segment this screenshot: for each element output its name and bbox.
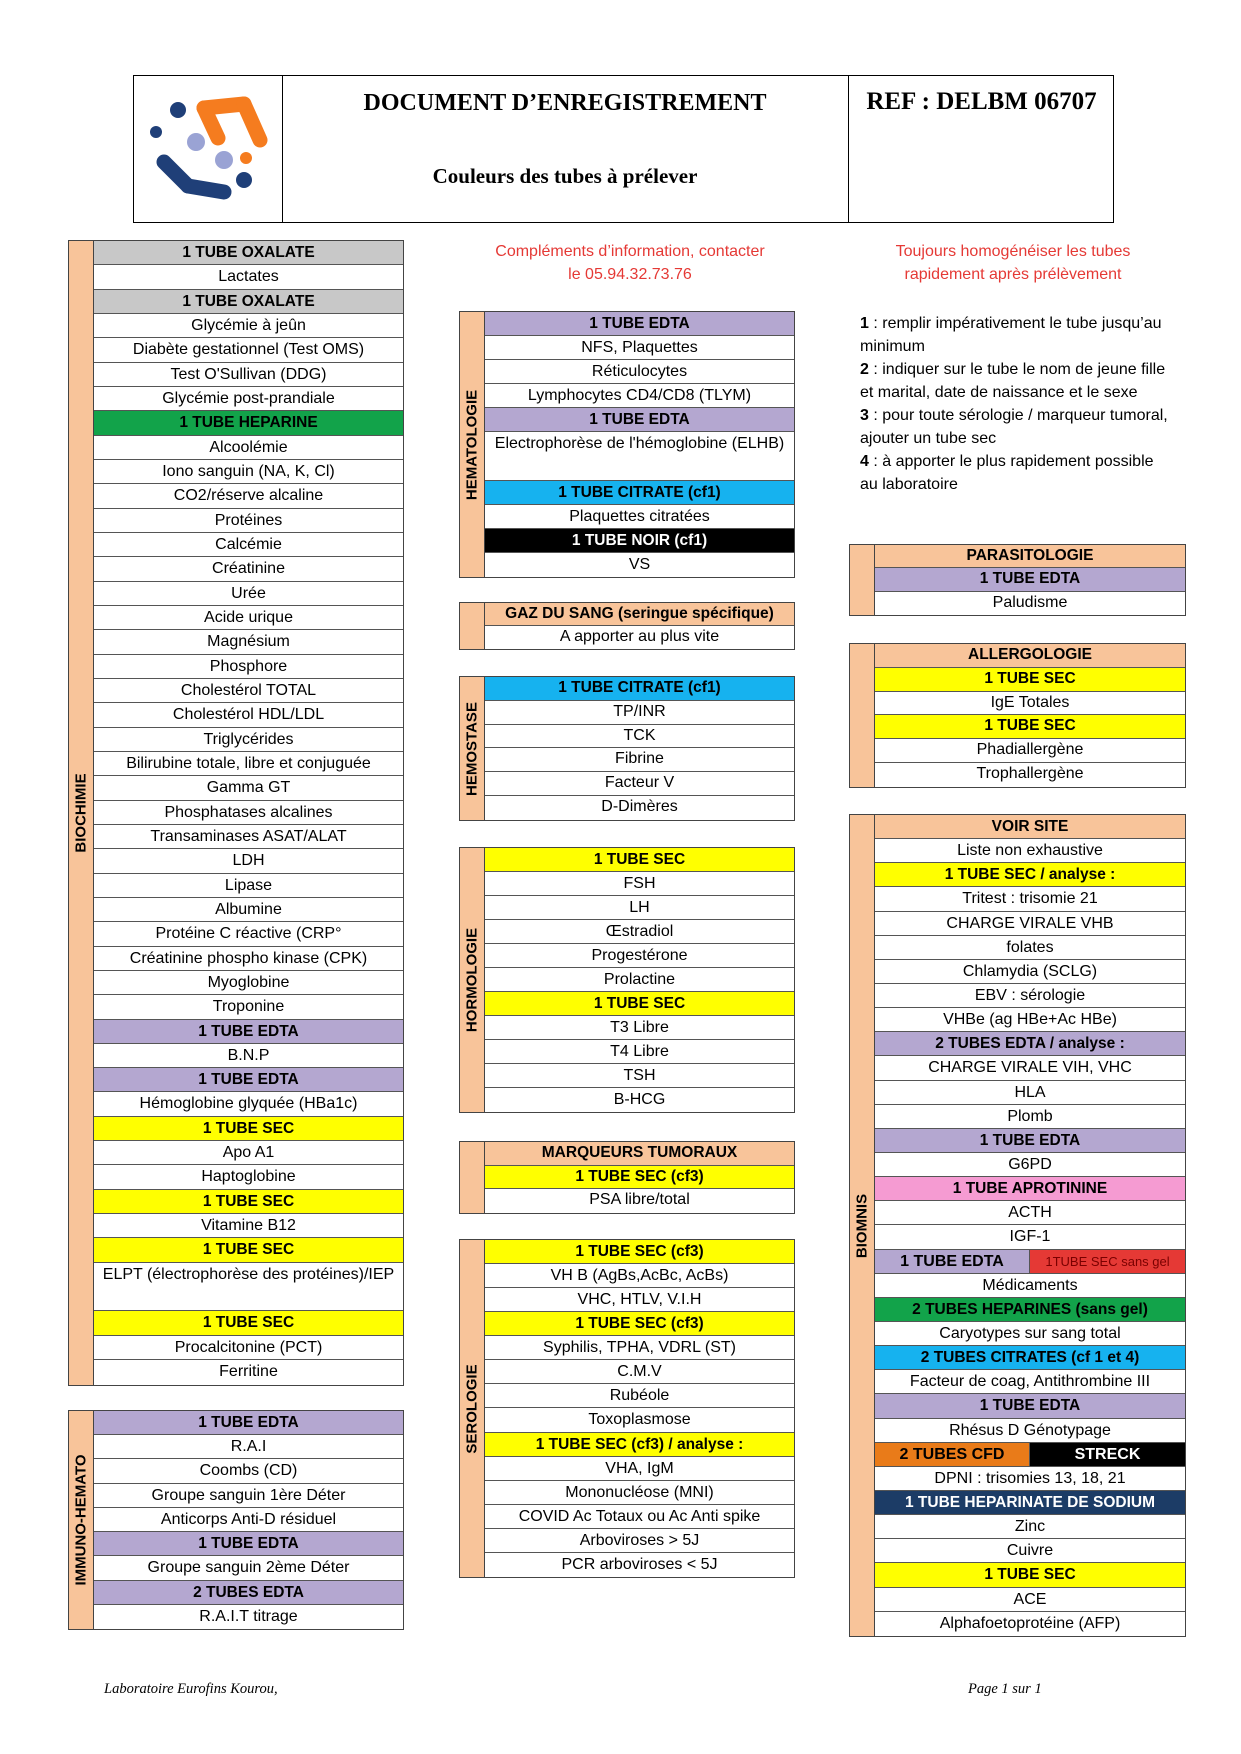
analysis-row: VHA, IgM [485,1457,794,1481]
analysis-row: Rhésus D Génotypage [875,1419,1185,1443]
analysis-row: TCK [485,725,794,749]
section-side-bar [460,603,485,649]
tube-header-row: 1 TUBE SEC (cf3) [485,1312,794,1336]
section-biomnis [849,814,1186,1637]
analysis-row: Cholestérol TOTAL [94,679,403,703]
analysis-row: PSA libre/total [589,1191,690,1209]
section-rows [485,677,794,820]
tube-header-row: 1 TUBE EDTA [485,312,794,336]
section-label [460,312,485,577]
tube-header-row: VOIR SITE [875,815,1185,839]
analysis-row: Mononucléose (MNI) [485,1481,794,1505]
section-rows [485,1142,794,1213]
tube-header-cell: 1 TUBE EDTA [875,1250,1030,1273]
tube-header-row: 1 TUBE HEPARINATE DE SODIUM [875,1491,1185,1515]
table-row-split [875,1443,1185,1467]
analysis-row: VHBe (ag HBe+Ac HBe) [875,1008,1185,1032]
section-label [460,677,485,820]
section-gaz-du-sang [459,602,795,650]
analysis-row: Haptoglobine [94,1165,403,1189]
tube-header-row: GAZ DU SANG (seringue spécifique) [485,603,794,626]
analysis-row: Trophallergène [976,765,1084,783]
section-label-text: BIOMNIS [853,1193,871,1258]
analysis-row: T4 Libre [485,1040,794,1064]
tube-header-row: 1 TUBE SEC / analyse : [875,863,1185,887]
analysis-row: Œstradiol [485,920,794,944]
section-rows [94,241,403,1384]
tube-header-row: 1 TUBE EDTA [875,1129,1185,1153]
analysis-row: DPNI : trisomies 13, 18, 21 [875,1467,1185,1491]
analysis-row: R.A.I [94,1435,403,1459]
section-rows [485,1240,794,1577]
note-number: 3 [860,407,869,424]
analysis-row: Bilirubine totale, libre et conjuguée [94,752,403,776]
analysis-row: B-HCG [613,1091,666,1108]
analysis-row: NFS, Plaquettes [485,336,794,360]
section-side-bar [850,545,875,615]
section-hormologie [459,847,795,1113]
analysis-row: ACTH [875,1201,1185,1225]
analysis-row: Facteur de coag, Antithrombine III [875,1370,1185,1394]
tube-header-row: 1 TUBE SEC [875,715,1185,739]
analysis-row: R.A.I.T titrage [199,1607,298,1625]
company-logo-icon [144,88,274,208]
tube-header-row: 1 TUBE SEC (cf3) [485,1166,794,1190]
analysis-row: PCR arboviroses < 5J [561,1555,718,1573]
analysis-row: Diabète gestationnel (Test OMS) [94,338,403,362]
analysis-row: Ferritine [219,1363,278,1381]
analysis-row: Test O'Sullivan (DDG) [94,363,403,387]
note-item [860,312,1170,358]
analysis-row: Créatinine [94,557,403,581]
analysis-row: LH [485,896,794,920]
analysis-row: Caryotypes sur sang total [875,1322,1185,1346]
analysis-row: Rubéole [485,1384,794,1408]
analysis-row: CO2/réserve alcaline [94,484,403,508]
analysis-row: Progestérone [485,944,794,968]
analysis-row: VH B (AgBs,AcBc, AcBs) [485,1264,794,1288]
tube-header-row: ALLERGOLOGIE [875,644,1185,668]
analysis-row: Calcémie [94,533,403,557]
note-number: 4 [860,453,869,470]
footer-page-number: Page 1 sur 1 [968,1681,1042,1697]
tube-header-row: 1 TUBE SEC [94,1117,403,1141]
analysis-row: LDH [94,849,403,873]
note-number: 2 [860,361,869,378]
analysis-row: Gamma GT [94,776,403,800]
logo-cell [134,76,283,222]
note-item [860,358,1170,404]
note-number: 1 [860,315,869,332]
analysis-row: Coombs (CD) [94,1459,403,1483]
section-label [460,1240,485,1577]
analysis-row: Médicaments [875,1274,1185,1298]
note-text: : remplir impérativement le tube jusqu’au minimum [860,315,1162,355]
analysis-row: IgE Totales [875,692,1185,716]
document-reference: REF : DELBM 06707 [866,88,1097,115]
tube-header-row: 2 TUBES HEPARINES (sans gel) [875,1298,1185,1322]
tube-header-row: 2 TUBES CITRATES (cf 1 et 4) [875,1346,1185,1370]
tube-header-row: 1 TUBE CITRATE (cf1) [485,677,794,701]
section-label [69,1411,94,1629]
homogenize-info-line-2: rapidement après prélèvement [904,266,1122,283]
analysis-row: COVID Ac Totaux ou Ac Anti spike [485,1505,794,1529]
tube-header-row: 2 TUBES EDTA [94,1581,403,1605]
tube-header-row: 1 TUBE EDTA [875,568,1185,591]
tube-header-row: 1 TUBE SEC (cf3) [485,1240,794,1264]
tube-header-row: 1 TUBE EDTA [485,408,794,432]
analysis-row: Facteur V [485,772,794,796]
analysis-row: folates [875,936,1185,960]
section-biochimie [68,240,404,1386]
section-hemostase [459,676,795,821]
tube-header-cell: STRECK [1030,1443,1185,1466]
analysis-row: Lymphocytes CD4/CD8 (TLYM) [485,384,794,408]
analysis-row: Lactates [94,265,403,289]
tube-header-row: 1 TUBE SEC [94,1311,403,1335]
section-label [850,815,875,1636]
contact-info-line-2: le 05.94.32.73.76 [568,266,692,283]
analysis-row: D-Dimères [601,798,678,816]
section-rows [485,848,794,1112]
section-side-bar [850,644,875,787]
section-immuno-hemato [68,1410,404,1630]
section-label [69,241,94,1385]
analysis-row: Tritest : trisomie 21 [875,887,1185,911]
section-side-bar [460,1142,485,1213]
analysis-row: CHARGE VIRALE VHB [875,912,1185,936]
tube-header-row: 1 TUBE EDTA [94,1068,403,1092]
section-allergologie [849,643,1186,788]
tube-header-row: 1 TUBE SEC [485,992,794,1016]
section-label-text: SEROLOGIE [463,1363,481,1454]
section-serologie [459,1239,795,1578]
document-subtitle: Couleurs des tubes à prélever [432,164,698,188]
analysis-row: VS [628,555,651,573]
analysis-row: Zinc [875,1515,1185,1539]
analysis-row: G6PD [875,1153,1185,1177]
analysis-row: Syphilis, TPHA, VDRL (ST) [485,1336,794,1360]
analysis-row: Hémoglobine glyquée (HBa1c) [94,1092,403,1116]
reference-cell [848,76,1114,222]
tube-header-row: 1 TUBE EDTA [94,1411,403,1435]
analysis-row: Réticulocytes [485,360,794,384]
section-rows [94,1411,403,1629]
section-rows [875,644,1185,787]
analysis-row: Toxoplasmose [485,1408,794,1432]
section-parasitologie [849,544,1186,616]
section-label-text: HEMOSTASE [463,701,481,796]
analysis-row: Alcoolémie [94,436,403,460]
analysis-row: Electrophorèse de l'hémoglobine (ELHB) [485,432,794,480]
analysis-row: IGF-1 [875,1225,1185,1249]
table-row-split [875,1250,1185,1274]
analysis-row: Lipase [94,874,403,898]
analysis-row: Glycémie à jeûn [94,314,403,338]
analysis-row: Transaminases ASAT/ALAT [94,825,403,849]
analysis-row: Phosphatases alcalines [94,801,403,825]
analysis-row: Triglycérides [94,728,403,752]
tube-header-row: 1 TUBE OXALATE [94,241,403,265]
analysis-row: Chlamydia (SCLG) [875,960,1185,984]
analysis-row: Plomb [875,1105,1185,1129]
analysis-row: EBV : sérologie [875,984,1185,1008]
analysis-row: ACE [875,1588,1185,1612]
tube-header-row: 1 TUBE APROTININE [875,1177,1185,1201]
analysis-row: Albumine [94,898,403,922]
tube-header-row: 1 TUBE EDTA [94,1532,403,1556]
analysis-row: Fibrine [485,748,794,772]
analysis-row: Phosphore [94,655,403,679]
section-label-text: IMMUNO-HEMATO [72,1454,90,1586]
section-rows [485,603,794,649]
footer-lab-name: Laboratoire Eurofins Kourou, [104,1681,278,1697]
analysis-row: A apporter au plus vite [559,628,720,645]
analysis-row: Arboviroses > 5J [485,1529,794,1553]
homogenize-info-line-1: Toujours homogénéiser les tubes [895,243,1131,260]
tube-header-row: 1 TUBE SEC [875,1563,1185,1587]
document-header [133,75,1114,223]
section-label-text: HEMATOLOGIE [463,389,481,500]
analysis-row: CHARGE VIRALE VIH, VHC [875,1056,1185,1080]
analysis-row: Alphafoetoprotéine (AFP) [939,1614,1121,1632]
section-rows [875,815,1185,1636]
tube-header-row: 1 TUBE NOIR (cf1) [485,529,794,553]
analysis-row: Cholestérol HDL/LDL [94,703,403,727]
analysis-row: C.M.V [485,1360,794,1384]
note-text: : à apporter le plus rapidement possible au laboratoire [860,453,1154,493]
analysis-row: VHC, HTLV, V.I.H [485,1288,794,1312]
analysis-row: Créatinine phospho kinase (CPK) [94,947,403,971]
note-item [860,450,1170,496]
tube-header-row: 2 TUBES EDTA / analyse : [875,1032,1185,1056]
document-title: DOCUMENT D’ENREGISTREMENT [363,90,767,116]
analysis-row: Groupe sanguin 1ère Déter [94,1484,403,1508]
analysis-row: Groupe sanguin 2ème Déter [94,1556,403,1580]
tube-header-row: 1 TUBE CITRATE (cf1) [485,481,794,505]
contact-info-line-1: Compléments d’information, contacter [495,243,765,260]
section-label-text: BIOCHIMIE [72,773,90,853]
tube-header-row: PARASITOLOGIE [875,545,1185,568]
analysis-row: Protéines [94,509,403,533]
section-label-text: HORMOLOGIE [463,927,481,1033]
analysis-row: Cuivre [875,1539,1185,1563]
section-rows [875,545,1185,615]
analysis-row: T3 Libre [485,1016,794,1040]
analysis-row: ELPT (électrophorèse des protéines)/IEP [94,1263,403,1312]
tube-header-row: 1 TUBE SEC [875,668,1185,692]
tube-header-row: 1 TUBE SEC [94,1190,403,1214]
analysis-row: Vitamine B12 [94,1214,403,1238]
tube-header-row: 1 TUBE EDTA [875,1394,1185,1418]
analysis-row: Procalcitonine (PCT) [94,1336,403,1360]
analysis-row: FSH [485,872,794,896]
analysis-row: HLA [875,1081,1185,1105]
analysis-row: TP/INR [485,701,794,725]
analysis-row: Apo A1 [94,1141,403,1165]
notes-list [860,312,1170,496]
tube-note-cell: 1TUBE SEC sans gel [1030,1250,1185,1273]
analysis-row: Paludisme [992,593,1068,611]
note-text: : indiquer sur le tube le nom de jeune fille et marital, date de naissance et le sexe [860,361,1166,401]
analysis-row: B.N.P [94,1044,403,1068]
tube-header-row: MARQUEURS TUMORAUX [485,1142,794,1166]
analysis-row: Iono sanguin (NA, K, Cl) [94,460,403,484]
tube-header-row: 1 TUBE SEC [485,848,794,872]
analysis-row: Glycémie post-prandiale [94,387,403,411]
analysis-row: Anticorps Anti-D résiduel [94,1508,403,1532]
section-hematologie [459,311,795,578]
analysis-row: Liste non exhaustive [875,839,1185,863]
contact-info [460,240,800,286]
tube-header-row: 1 TUBE SEC [94,1238,403,1262]
tube-header-cell: 2 TUBES CFD [875,1443,1030,1466]
section-rows [485,312,794,577]
section-label [460,848,485,1112]
analysis-row: Plaquettes citratées [485,505,794,529]
analysis-row: Troponine [94,995,403,1019]
analysis-row: Protéine C réactive (CRP° [94,922,403,946]
homogenize-info [848,240,1178,286]
section-marqueurs-tumoraux [459,1141,795,1214]
analysis-row: Urée [94,582,403,606]
tube-header-row: 1 TUBE SEC (cf3) / analyse : [485,1433,794,1457]
note-text: : pour toute sérologie / marqueur tumoral, ajouter un tube sec [860,407,1168,447]
analysis-row: Myoglobine [94,971,403,995]
analysis-row: TSH [485,1064,794,1088]
tube-header-row: 1 TUBE HEPARINE [94,411,403,435]
tube-header-row: 1 TUBE OXALATE [94,290,403,314]
analysis-row: Magnésium [94,630,403,654]
tube-header-row: 1 TUBE EDTA [94,1020,403,1044]
analysis-row: Prolactine [485,968,794,992]
note-item [860,404,1170,450]
analysis-row: Phadiallergène [875,739,1185,763]
analysis-row: Acide urique [94,606,403,630]
